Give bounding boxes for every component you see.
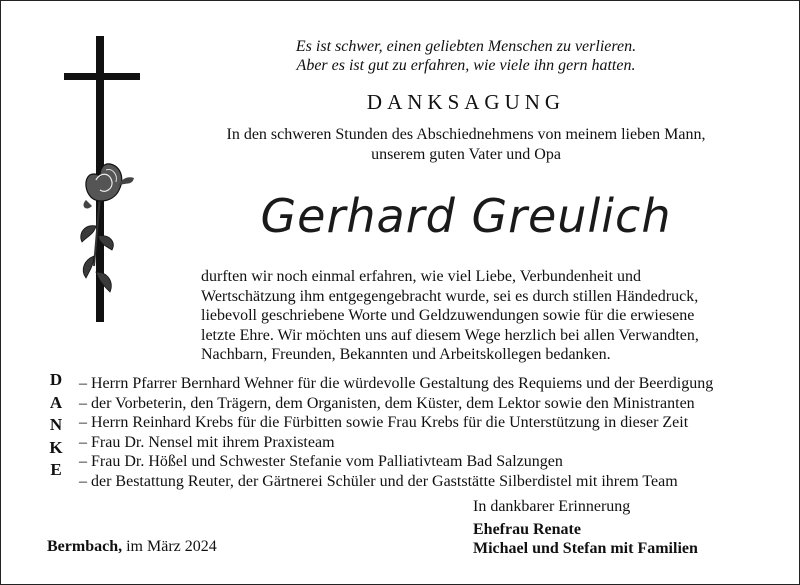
danke-letter: K bbox=[49, 437, 63, 457]
signer-line-2: Michael und Stefan mit Familien bbox=[473, 540, 698, 557]
quote bbox=[201, 37, 731, 75]
thanks-list bbox=[79, 374, 769, 491]
body-line: liebevoll geschriebene Worte und Geldzuwendungen sowie für die erwiesene bbox=[201, 307, 695, 324]
thanks-item: – Herrn Reinhard Krebs für die Fürbitten sowie Frau Krebs für die Unterstützung in dieser Zeit bbox=[79, 414, 689, 431]
danke-letter: A bbox=[49, 392, 63, 412]
danke-vertical bbox=[45, 369, 67, 482]
thanks-item: – der Bestattung Reuter, der Gärtnerei Schüler und der Gaststätte Silberdistel mit ihrem Team bbox=[79, 472, 678, 490]
body-line: durften wir noch einmal erfahren, wie viel Liebe, Verbundenheit und bbox=[201, 268, 641, 285]
cross-icon bbox=[56, 36, 146, 326]
body-line: letzte Ehre. Wir möchten uns auf diesem Wege herzlich bei allen Verwandten, bbox=[201, 326, 699, 344]
intro-line-1: In den schweren Stunden des Abschiednehmens von meinem lieben Mann, bbox=[226, 126, 706, 143]
intro bbox=[151, 125, 781, 165]
thanks-item: – Frau Dr. Nensel mit ihrem Praxisteam bbox=[79, 433, 335, 451]
thanks-item: – der Vorbeterin, den Trägern, dem Organisten, dem Küster, dem Lektor sowie den Ministranten bbox=[79, 394, 695, 412]
intro-line-2: unserem guten Vater und Opa bbox=[371, 146, 561, 163]
rose-icon bbox=[81, 164, 134, 292]
signers bbox=[473, 520, 698, 558]
place-date bbox=[47, 537, 217, 556]
memory-line: In dankbarer Erinnerung bbox=[473, 498, 631, 515]
title: DANKSAGUNG bbox=[366, 90, 566, 114]
quote-line-2: Aber es ist gut zu erfahren, wie viele ihn gern hatten. bbox=[296, 57, 636, 74]
body-line: Nachbarn, Freunden, Bekannten und Arbeitskollegen bedanken. bbox=[201, 346, 611, 363]
place-town: Bermbach, bbox=[47, 538, 123, 555]
danke-letter: N bbox=[49, 415, 63, 434]
deceased-name: Gerhard Greulich bbox=[260, 189, 672, 243]
thanks-item: – Herrn Pfarrer Bernhard Wehner für die würdevolle Gestaltung des Requiems und der Beerdigung bbox=[79, 375, 714, 392]
place-date-text: im März 2024 bbox=[122, 538, 217, 555]
danke-letter: E bbox=[50, 460, 62, 479]
signer-line-1: Ehefrau Renate bbox=[473, 521, 581, 538]
body-line: Wertschätzung ihm entgegengebracht wurde, sei es durch stillen Händedruck, bbox=[201, 287, 699, 305]
thanks-item: – Frau Dr. Hößel und Schwester Stefanie vom Palliativteam Bad Salzungen bbox=[79, 453, 563, 470]
danke-letter: D bbox=[49, 370, 63, 389]
body-text bbox=[201, 267, 761, 365]
quote-line-1: Es ist schwer, einen geliebten Menschen zu verlieren. bbox=[295, 38, 637, 55]
